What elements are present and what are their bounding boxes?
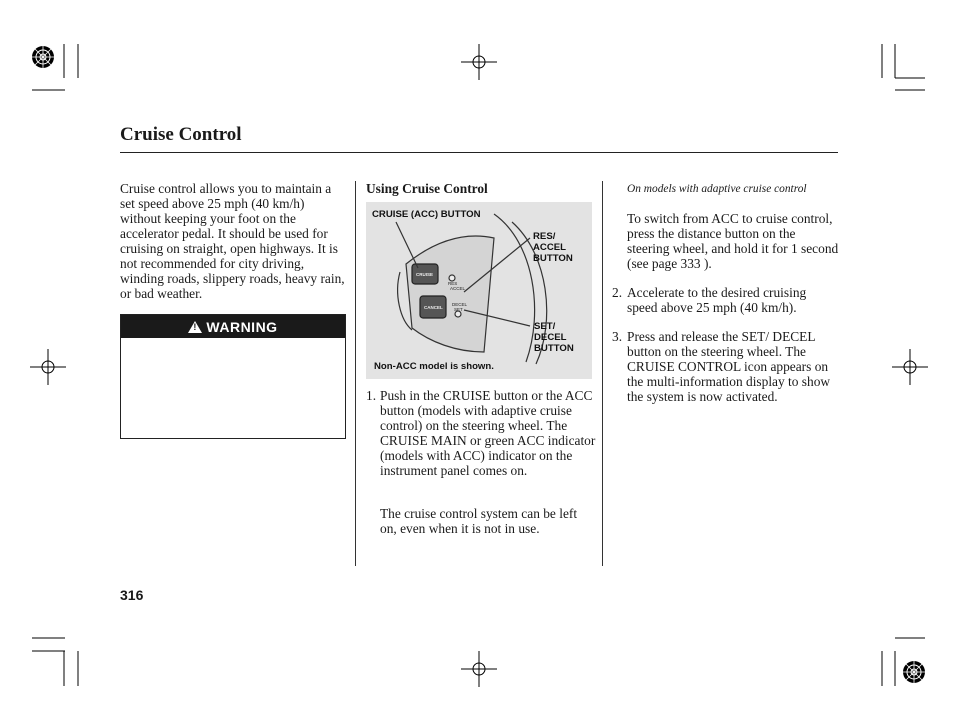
column-divider: [602, 181, 603, 566]
res-accel-label-line2: ACCEL: [533, 242, 567, 253]
steering-wheel-figure: [366, 202, 592, 379]
page-title: Cruise Control: [120, 124, 242, 145]
step-number: 1.: [366, 388, 377, 403]
cruise-button-label: CRUISE (ACC) BUTTON: [372, 209, 481, 220]
warning-triangle-icon: [188, 321, 202, 333]
step-text: Push in the CRUISE button or the ACC button (models with adaptive cruise control) on the steering wheel. The CRUISE MAIN or green ACC indicator (models with ACC) indicator on the instrument panel comes on.: [380, 388, 596, 478]
step-1-note: The cruise control system can be left on, even when it is not in use.: [380, 506, 578, 536]
registration-target-icon: [903, 661, 925, 683]
intro-paragraph: Cruise control allows you to maintain a set speed above 25 mph (40 km/h) without keeping your foot on the accelerator pedal. It should be used for cruising on straight, open highways. It is not recommended for city driving, winding roads, slippery roads, heavy rain, or bad weather.: [120, 181, 345, 301]
warning-label: WARNING: [206, 318, 278, 335]
step-text: Press and release the SET/ DECEL button on the steering wheel. The CRUISE CONTROL icon appears on the multi-information display to show the system is now activated.: [627, 329, 831, 404]
acc-models-note: On models with adaptive cruise control: [627, 183, 807, 195]
step-text: Accelerate to the desired cruising speed above 25 mph (40 km/h).: [627, 285, 807, 315]
svg-text:SET: SET: [454, 307, 463, 312]
svg-text:CRUISE: CRUISE: [416, 272, 434, 277]
warning-header: [121, 315, 345, 338]
acc-switch-paragraph: To switch from ACC to cruise control, press the distance button on the steering wheel, and hold it for 1 second (see page 333 ).: [627, 211, 839, 271]
res-accel-label-line1: RES/: [533, 231, 556, 242]
svg-text:ACCEL: ACCEL: [450, 286, 466, 291]
set-decel-label-line3: BUTTON: [534, 343, 574, 354]
figure-caption: Non-ACC model is shown.: [374, 361, 494, 372]
res-accel-label-line3: BUTTON: [533, 253, 573, 264]
registration-target-icon: [32, 46, 54, 68]
step-number: 3.: [612, 329, 623, 344]
page-number: 316: [120, 587, 144, 603]
step-2: [612, 285, 837, 315]
step-3: [612, 329, 837, 404]
svg-text:DECEL: DECEL: [452, 302, 468, 307]
step-1: [366, 388, 596, 478]
set-decel-label-line1: SET/: [534, 321, 556, 332]
svg-text:CANCEL: CANCEL: [424, 305, 443, 310]
step-number: 2.: [612, 285, 623, 300]
set-decel-label-line2: DECEL: [534, 332, 567, 343]
column-divider: [355, 181, 356, 566]
section-heading: Using Cruise Control: [366, 181, 488, 196]
title-divider: [120, 152, 838, 153]
svg-text:RES: RES: [448, 281, 458, 286]
warning-box: [120, 314, 346, 439]
